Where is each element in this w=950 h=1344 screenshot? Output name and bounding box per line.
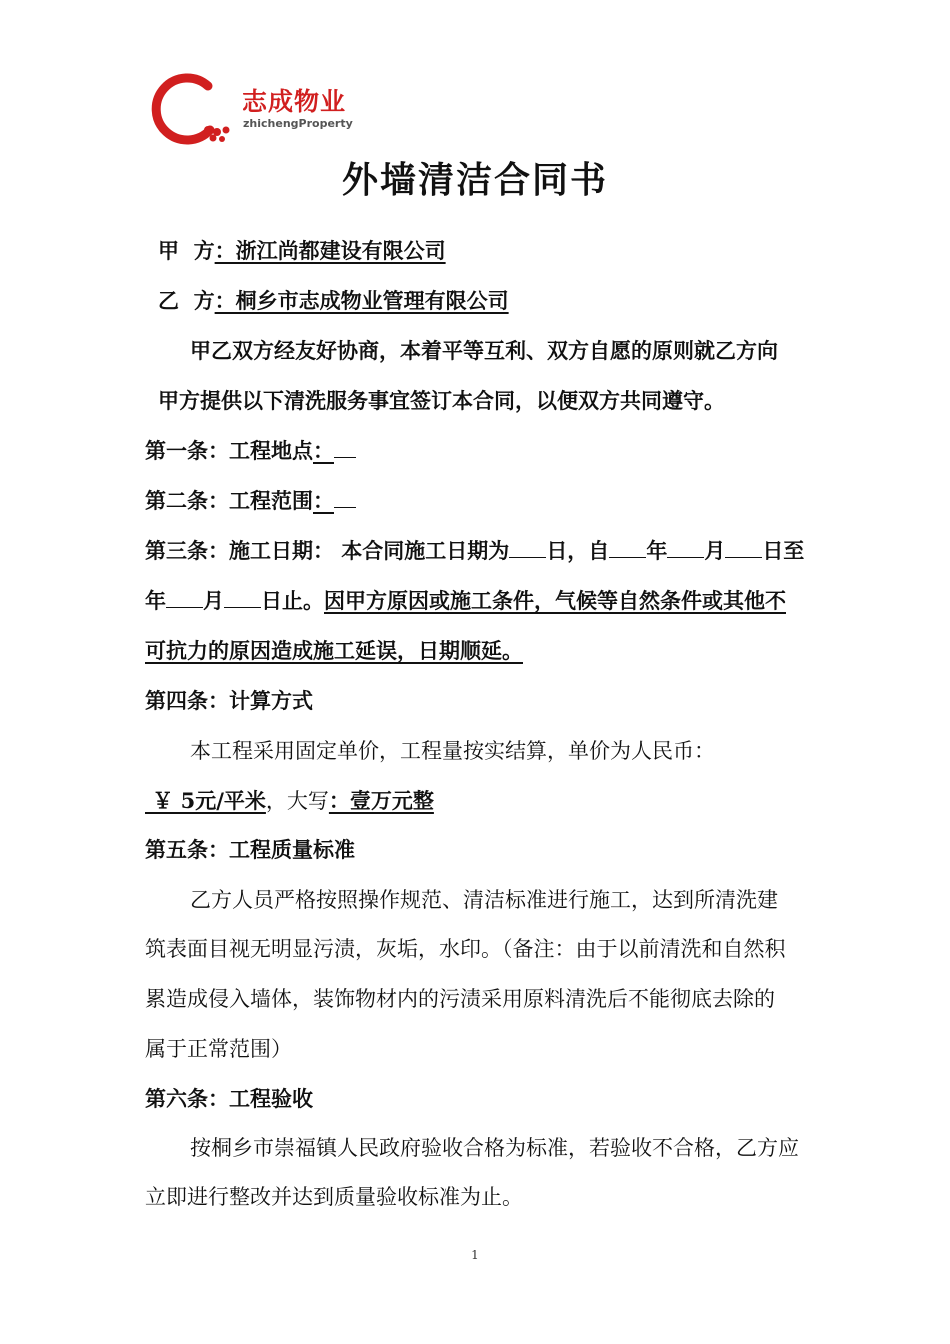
article-3-text-h: 日止。 <box>261 588 324 613</box>
article-6-line-1: 按桐乡市崇福镇人民政府验收合格为标准，若验收不合格，乙方应 <box>190 1136 799 1160</box>
logo-name: 志成物业 <box>242 87 347 116</box>
intro-line-1: 甲乙双方经友好协商，本着平等互利、双方自愿的原则就乙方向 <box>190 338 778 363</box>
article-3-line-3 <box>145 637 523 665</box>
party-a-value: ：浙江尚都建设有限公司 <box>214 238 446 263</box>
article-3-delay-clause-2: 可抗力的原因造成施工延误，日期顺延。 <box>145 638 523 663</box>
party-b-label: 乙 方 <box>158 288 215 313</box>
party-a <box>158 237 446 265</box>
article-2 <box>145 487 356 515</box>
start-day-blank[interactable] <box>725 537 762 558</box>
article-4-price <box>145 787 434 815</box>
article-5-line-1: 乙方人员严格按照操作规范、清洁标准进行施工，达到所清洗建 <box>190 888 778 912</box>
article-2-label: 第二条：工程范围 <box>145 488 313 513</box>
article-5-label: 第五条：工程质量标准 <box>145 837 355 862</box>
article-4-label: 第四条：计算方式 <box>145 688 313 713</box>
article-3-text-a: 本合同施工日期为 <box>334 538 510 563</box>
article-3-text-d: 月 <box>704 538 726 563</box>
article-3-label: 第三条：施工日期： <box>145 538 334 563</box>
article-3-text-b: 日，自 <box>546 538 610 563</box>
logo-c-icon <box>146 72 236 148</box>
price-separator: ，大写 <box>265 789 329 813</box>
start-month-blank[interactable] <box>667 537 704 558</box>
article-1 <box>145 437 356 465</box>
article-2-blank[interactable] <box>334 487 356 508</box>
article-3-text-c: 年 <box>646 538 668 563</box>
party-b-value: ：桐乡市志成物业管理有限公司 <box>214 288 509 313</box>
article-5-line-4: 属于正常范围） <box>145 1037 292 1061</box>
article-3-text-e: 日至 <box>762 538 805 563</box>
start-year-blank[interactable] <box>609 537 646 558</box>
capital-amount: ：壹万元整 <box>328 788 434 813</box>
article-3-line-2 <box>145 587 786 615</box>
article-6-label: 第六条：工程验收 <box>145 1086 313 1111</box>
end-month-blank[interactable] <box>166 587 203 608</box>
logo-subtitle: zhichengProperty <box>243 117 353 130</box>
page-number: 1 <box>471 1248 479 1262</box>
article-4-line-1: 本工程采用固定单价，工程量按实结算，单价为人民币： <box>190 739 715 763</box>
article-6-line-2: 立即进行整改并达到质量验收标准为止。 <box>145 1185 523 1209</box>
article-1-blank[interactable] <box>334 437 356 458</box>
days-blank[interactable] <box>509 537 546 558</box>
party-a-label: 甲 方 <box>158 238 215 263</box>
article-2-value: ： <box>313 488 334 513</box>
end-day-blank[interactable] <box>224 587 261 608</box>
party-b <box>158 287 509 315</box>
article-1-value: ： <box>313 438 334 463</box>
article-3-text-f: 年 <box>145 588 166 613</box>
unit-price: ￥ 5元/平米 <box>145 788 266 813</box>
intro-line-2: 甲方提供以下清洗服务事宜签订本合同，以便双方共同遵守。 <box>158 388 725 413</box>
company-logo <box>146 72 366 148</box>
article-3-delay-clause-1: 因甲方原因或施工条件，气候等自然条件或其他不 <box>324 588 786 613</box>
article-3-line-1 <box>145 537 804 565</box>
article-5-line-3: 累造成侵入墙体，装饰物材内的污渍采用原料清洗后不能彻底去除的 <box>145 987 775 1011</box>
document-title: 外墙清洁合同书 <box>341 159 608 201</box>
article-1-label: 第一条：工程地点 <box>145 438 313 463</box>
article-3-text-g: 月 <box>203 588 224 613</box>
article-5-line-2: 筑表面目视无明显污渍，灰垢，水印。（备注：由于以前清洗和自然积 <box>145 937 786 961</box>
